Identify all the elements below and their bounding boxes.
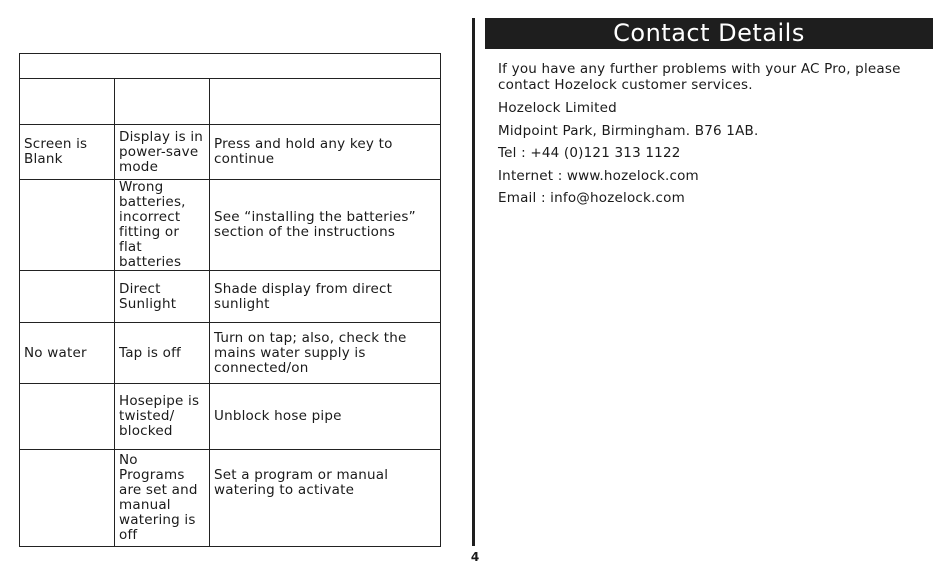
company-address: Midpoint Park, Birmingham. B76 1AB. bbox=[498, 122, 759, 139]
remedy-cell: Turn on tap; also, check the mains water supply is connected/on bbox=[210, 323, 441, 384]
troubleshooting-table bbox=[19, 53, 441, 547]
page-divider bbox=[472, 18, 475, 546]
table-row bbox=[20, 125, 441, 180]
contact-intro: If you have any further problems with your AC Pro, please contact Hozelock customer services. bbox=[498, 61, 901, 93]
telephone: Tel : +44 (0)121 313 1122 bbox=[498, 145, 681, 161]
remedy-cell: Unblock hose pipe bbox=[210, 384, 441, 450]
website: Internet : www.hozelock.com bbox=[498, 167, 699, 184]
problem-cell: No water bbox=[20, 323, 115, 384]
remedy-cell: See “installing the batteries” section of the instructions bbox=[210, 180, 441, 271]
problem-cell bbox=[20, 271, 115, 323]
cause-cell: Direct Sunlight bbox=[115, 271, 210, 323]
cause-cell: No Programs are set and manual watering is off bbox=[115, 450, 210, 547]
cause-cell: Wrong batteries, incorrect fitting or flat batteries bbox=[115, 180, 210, 271]
remedy-cell: Shade display from direct sunlight bbox=[210, 271, 441, 323]
problem-cell bbox=[20, 384, 115, 450]
header-problem bbox=[20, 79, 115, 125]
problem-cell bbox=[20, 450, 115, 547]
cause-cell: Hosepipe is twisted/ blocked bbox=[115, 384, 210, 450]
table-row bbox=[20, 271, 441, 323]
table-title-cell bbox=[20, 54, 441, 79]
table-header-row bbox=[20, 79, 441, 125]
cause-cell: Display is in power-save mode bbox=[115, 125, 210, 180]
table-row bbox=[20, 450, 441, 547]
table-title-row bbox=[20, 54, 441, 79]
contact-details bbox=[498, 62, 918, 214]
problem-cell bbox=[20, 180, 115, 271]
remedy-cell: Set a program or manual watering to activate bbox=[210, 450, 441, 547]
cause-cell: Tap is off bbox=[115, 323, 210, 384]
table-row bbox=[20, 323, 441, 384]
table-row bbox=[20, 384, 441, 450]
problem-cell: Screen is Blank bbox=[20, 125, 115, 180]
company-name: Hozelock Limited bbox=[498, 100, 617, 116]
contact-heading: Contact Details bbox=[485, 18, 933, 49]
header-cause bbox=[115, 79, 210, 125]
remedy-cell: Press and hold any key to continue bbox=[210, 125, 441, 180]
header-remedy bbox=[210, 79, 441, 125]
page-number: 4 bbox=[470, 550, 480, 564]
troubleshooting-table-container bbox=[19, 53, 440, 547]
email: Email : info@hozelock.com bbox=[498, 190, 685, 206]
table-row bbox=[20, 180, 441, 271]
